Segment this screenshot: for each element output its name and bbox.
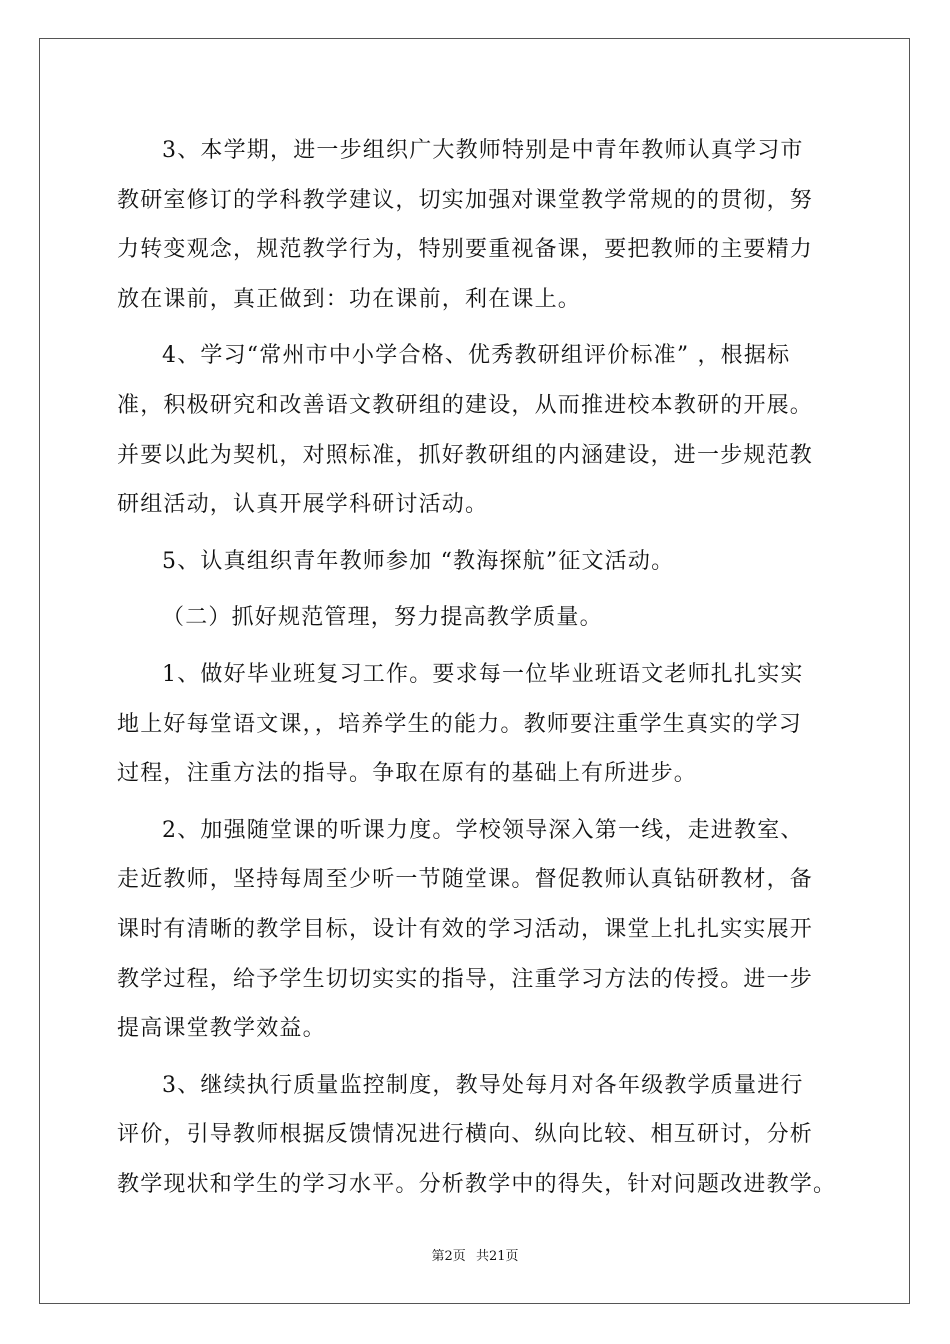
- paragraph: [117, 593, 839, 643]
- text-line: 地上好每堂语文课，，培养学生的能力。教师要注重学生真实的学习: [117, 711, 803, 737]
- page-footer: [0, 1245, 950, 1264]
- text-line: 教研室修订的学科教学建议，切实加强对课堂教学常规的的贯彻，努: [117, 187, 814, 213]
- page-number: 第2页: [431, 1249, 466, 1264]
- text-line: 放在课前，真正做到：功在课前，利在课上。: [117, 286, 582, 312]
- document-body: [117, 126, 839, 1209]
- text-line: 教学过程，给予学生切切实实的指导，注重学习方法的传授。进一步: [117, 966, 814, 992]
- text-line: 2、加强随堂课的听课力度。学校领导深入第一线，走进教室、: [162, 817, 804, 843]
- paragraph: [117, 331, 839, 529]
- paragraph: [117, 126, 839, 324]
- paragraph: [117, 1061, 839, 1210]
- text-line: 过程，注重方法的指导。争取在原有的基础上有所进步。: [117, 761, 698, 787]
- text-line: 1、做好毕业班复习工作。要求每一位毕业班语文老师扎扎实实: [162, 661, 804, 687]
- text-line: 4、学习“常州市中小学合格、优秀教研组评价标准” ，根据标: [162, 343, 791, 369]
- text-line: 力转变观念，规范教学行为，特别要重视备课，要把教师的主要精力: [117, 237, 814, 263]
- text-line: 教学现状和学生的学习水平。分析教学中的得失，针对问题改进教学。: [117, 1171, 837, 1197]
- paragraph: [117, 806, 839, 1054]
- text-line: 并要以此为契机，对照标准，抓好教研组的内涵建设，进一步规范教: [117, 442, 814, 468]
- text-line: 研组活动，认真开展学科研讨活动。: [117, 492, 489, 518]
- text-line: 评价，引导教师根据反馈情况进行横向、纵向比较、相互研讨，分析: [117, 1122, 814, 1148]
- paragraph: [117, 537, 839, 587]
- paragraph: [117, 650, 839, 799]
- text-line: 提高课堂教学效益。: [117, 1016, 326, 1042]
- text-line: 3、继续执行质量监控制度，教导处每月对各年级教学质量进行: [162, 1072, 804, 1098]
- text-line: 3、本学期，进一步组织广大教师特别是中青年教师认真学习市: [162, 138, 804, 163]
- text-line: 准，积极研究和改善语文教研组的建设，从而推进校本教研的开展。: [117, 392, 814, 418]
- text-line: 课时有清晰的教学目标，设计有效的学习活动，课堂上扎扎实实展开: [117, 916, 814, 942]
- page-total: 共21页: [475, 1249, 519, 1264]
- text-line: （二）抓好规范管理，努力提高教学质量。: [162, 605, 603, 631]
- text-line: 走近教师，坚持每周至少听一节随堂课。督促教师认真钻研教材，备: [117, 867, 814, 893]
- text-line: 5、认真组织青年教师参加 “教海探航”征文活动。: [162, 548, 675, 574]
